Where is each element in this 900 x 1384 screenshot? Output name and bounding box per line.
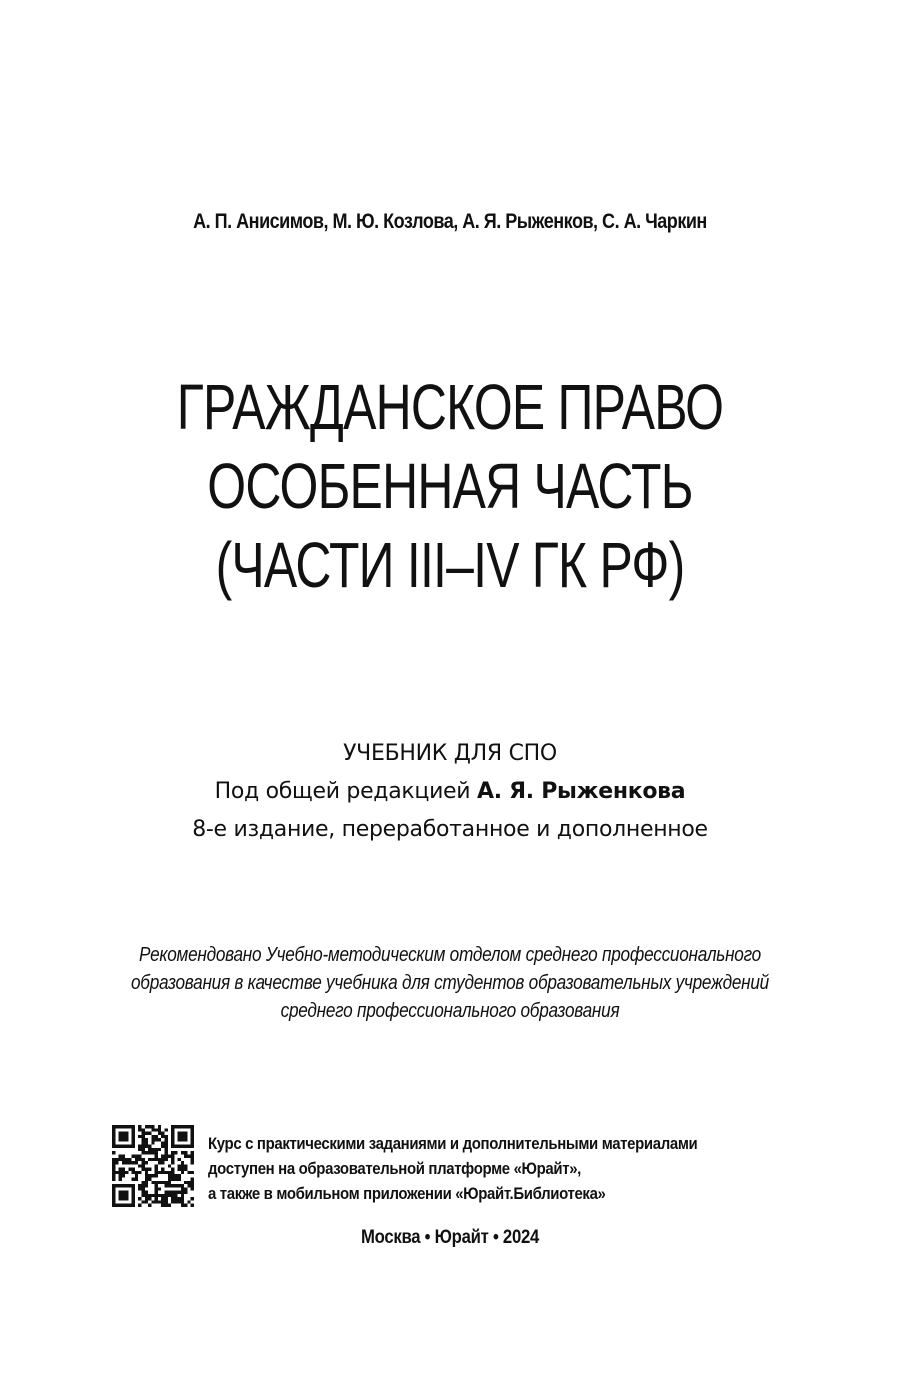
title-line-1: ГРАЖДАНСКОЕ ПРАВО bbox=[176, 371, 724, 443]
imprint: Москва • Юрайт • 2024 bbox=[360, 1227, 540, 1248]
editor-prefix: Под общей редакцией bbox=[214, 779, 477, 804]
book-title bbox=[99, 368, 801, 605]
recommendation-line-3: среднего профессионального образования bbox=[280, 1000, 620, 1022]
course-note-line-1: Курс с практическими заданиями и дополнительными материалами bbox=[208, 1134, 698, 1153]
title-line-2: ОСОБЕННАЯ ЧАСТЬ bbox=[207, 450, 693, 522]
course-note bbox=[208, 1131, 771, 1206]
edition: 8-е издание, переработанное и дополненное bbox=[192, 817, 708, 842]
editor-name: А. Я. Рыженкова bbox=[477, 779, 686, 804]
editor-line bbox=[0, 773, 900, 811]
authors: А. П. Анисимов, М. Ю. Козлова, А. Я. Рыженков, С. А. Чаркин bbox=[193, 210, 707, 233]
recommendation-line-2: образования в качестве учебника для студентов образовательных учреждений bbox=[130, 972, 769, 994]
book-type: УЧЕБНИК ДЛЯ СПО bbox=[343, 741, 557, 766]
qr-code-icon bbox=[112, 1125, 194, 1207]
title-line-3: (ЧАСТИ III–IV ГК РФ) bbox=[215, 529, 685, 601]
book-info bbox=[0, 735, 900, 849]
course-note-line-3: а также в мобильном приложении «Юрайт.Библиотека» bbox=[208, 1184, 606, 1203]
recommendation bbox=[63, 941, 837, 1025]
course-note-line-2: доступен на образовательной платформе «Юрайт», bbox=[208, 1159, 581, 1178]
recommendation-line-1: Рекомендовано Учебно-методическим отделом среднего профессионального bbox=[139, 944, 761, 966]
